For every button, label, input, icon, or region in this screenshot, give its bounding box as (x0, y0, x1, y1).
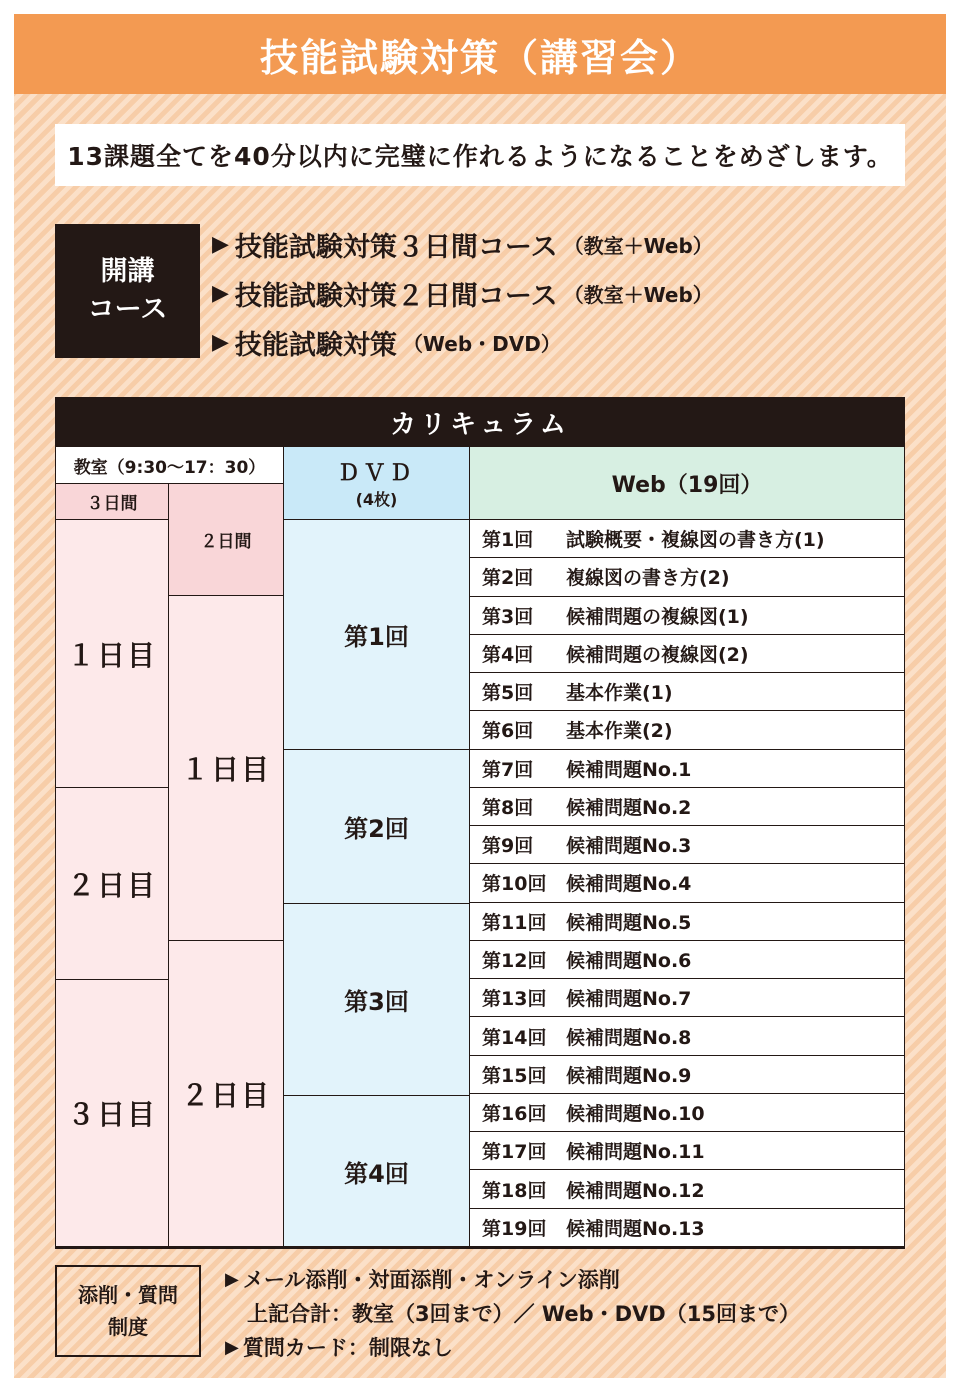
web-row-number: 第18回 (482, 1179, 547, 1202)
web-row (470, 635, 905, 673)
course-label (55, 224, 200, 358)
web-row (470, 1170, 905, 1208)
web-row-topic: 候補問題No.10 (566, 1103, 705, 1126)
support-line (225, 1262, 800, 1296)
web-row-number: 第10回 (482, 873, 547, 896)
web-row-topic: 候補問題No.9 (566, 1064, 692, 1087)
web-row-topic: 候補問題No.8 (566, 1026, 692, 1049)
web-row (470, 826, 905, 864)
course-label-line1: 開講 (100, 256, 155, 287)
web-row-topic: 候補問題No.2 (566, 796, 692, 819)
three-day-cell: ３日目 (55, 980, 169, 1247)
web-row-topic: 候補問題の複線図(1) (566, 605, 749, 628)
support-lines (225, 1262, 800, 1364)
triangle-icon: ▶ (225, 1268, 239, 1290)
web-row (470, 711, 905, 749)
web-row (470, 520, 905, 558)
dvd-cell: 第1回 (284, 520, 470, 750)
course-item (212, 269, 713, 318)
triangle-icon: ▶ (212, 281, 229, 306)
dvd-header-label: ＤＶＤ (337, 461, 416, 486)
web-row-number: 第19回 (482, 1217, 547, 1240)
web-row-topic: 候補問題No.5 (566, 911, 692, 934)
two-day-cell: １日目 (169, 596, 284, 941)
web-row-topic: 基本作業(1) (566, 682, 673, 705)
course-item (212, 318, 713, 367)
three-day-header: ３日間 (55, 484, 169, 520)
web-row (470, 673, 905, 711)
course-note: （教室＋Web） (563, 283, 713, 307)
web-row-number: 第8回 (482, 796, 534, 819)
web-row-number: 第15回 (482, 1064, 547, 1087)
dvd-cell: 第3回 (284, 904, 470, 1096)
intro-text: 13課題全てを40分以内に完璧に作れるようになることをめざします。 (55, 124, 905, 186)
course-note: （Web・DVD） (402, 332, 561, 356)
classroom-header: 教室（9:30～17：30） (55, 447, 284, 484)
web-row (470, 750, 905, 788)
web-row-number: 第12回 (482, 949, 547, 972)
web-row-number: 第11回 (482, 911, 547, 934)
triangle-icon: ▶ (212, 232, 229, 257)
web-row (470, 558, 905, 596)
web-row (470, 788, 905, 826)
dvd-cell: 第4回 (284, 1096, 470, 1247)
web-row-number: 第3回 (482, 605, 534, 628)
three-day-cell: １日目 (55, 520, 169, 788)
web-row-number: 第4回 (482, 643, 534, 666)
two-day-cell: ２日目 (169, 941, 284, 1247)
dvd-cell: 第2回 (284, 750, 470, 904)
web-row-number: 第17回 (482, 1141, 547, 1164)
web-row (470, 1094, 905, 1132)
web-row (470, 1056, 905, 1094)
web-row (470, 903, 905, 941)
web-row (470, 1209, 905, 1247)
web-row (470, 597, 905, 635)
course-name: 技能試験対策 (234, 330, 397, 361)
two-day-header: ２日間 (169, 484, 284, 596)
support-label-line2: 制度 (108, 1315, 148, 1339)
support-line (225, 1330, 800, 1364)
web-row (470, 864, 905, 902)
curriculum-title: カリキュラム (55, 397, 905, 447)
web-row (470, 941, 905, 979)
triangle-icon: ▶ (212, 330, 229, 355)
web-row (470, 1017, 905, 1055)
web-row-number: 第13回 (482, 988, 547, 1011)
support-label-line1: 添削・質問 (78, 1283, 178, 1307)
support-line-text: 質問カード：制限なし (242, 1336, 453, 1360)
three-day-cell: ２日目 (55, 788, 169, 980)
support-label (55, 1265, 201, 1357)
web-row-topic: 複線図の書き方(2) (566, 567, 730, 590)
web-row-topic: 試験概要・複線図の書き方(1) (566, 529, 825, 552)
course-name: 技能試験対策２日間コース (234, 281, 558, 312)
course-item (212, 220, 713, 269)
web-row (470, 979, 905, 1017)
web-row-topic: 基本作業(2) (566, 720, 673, 743)
dvd-header (284, 447, 470, 520)
course-name: 技能試験対策３日間コース (234, 232, 558, 263)
web-row-topic: 候補問題No.4 (566, 873, 692, 896)
web-row-number: 第5回 (482, 682, 534, 705)
web-row-number: 第6回 (482, 720, 534, 743)
web-row-topic: 候補問題No.6 (566, 949, 692, 972)
web-header: Web（19回） (470, 447, 905, 520)
page-title: 技能試験対策（講習会） (14, 14, 946, 94)
web-row-topic: 候補問題No.3 (566, 835, 692, 858)
web-row-number: 第7回 (482, 758, 534, 781)
course-note: （教室＋Web） (563, 234, 713, 258)
divider (55, 1246, 905, 1249)
web-row (470, 1132, 905, 1170)
course-list (212, 220, 713, 367)
web-row-number: 第2回 (482, 567, 534, 590)
support-line-text: 上記合計：教室（3回まで）／ Web・DVD（15回まで） (247, 1302, 800, 1326)
course-label-line2: コース (87, 294, 168, 325)
web-row-number: 第9回 (482, 835, 534, 858)
web-row-number: 第1回 (482, 529, 534, 552)
triangle-icon: ▶ (225, 1336, 239, 1358)
support-line (225, 1296, 800, 1330)
support-line-text: メール添削・対面添削・オンライン添削 (242, 1268, 620, 1292)
web-row-number: 第16回 (482, 1103, 547, 1126)
web-row-topic: 候補問題No.13 (566, 1217, 705, 1240)
web-row-topic: 候補問題No.12 (566, 1179, 705, 1202)
web-row-topic: 候補問題No.11 (566, 1141, 705, 1164)
dvd-header-sub: (4枚) (355, 490, 398, 509)
web-row-topic: 候補問題No.1 (566, 758, 692, 781)
web-row-topic: 候補問題No.7 (566, 988, 692, 1011)
web-row-number: 第14回 (482, 1026, 547, 1049)
web-row-topic: 候補問題の複線図(2) (566, 643, 749, 666)
